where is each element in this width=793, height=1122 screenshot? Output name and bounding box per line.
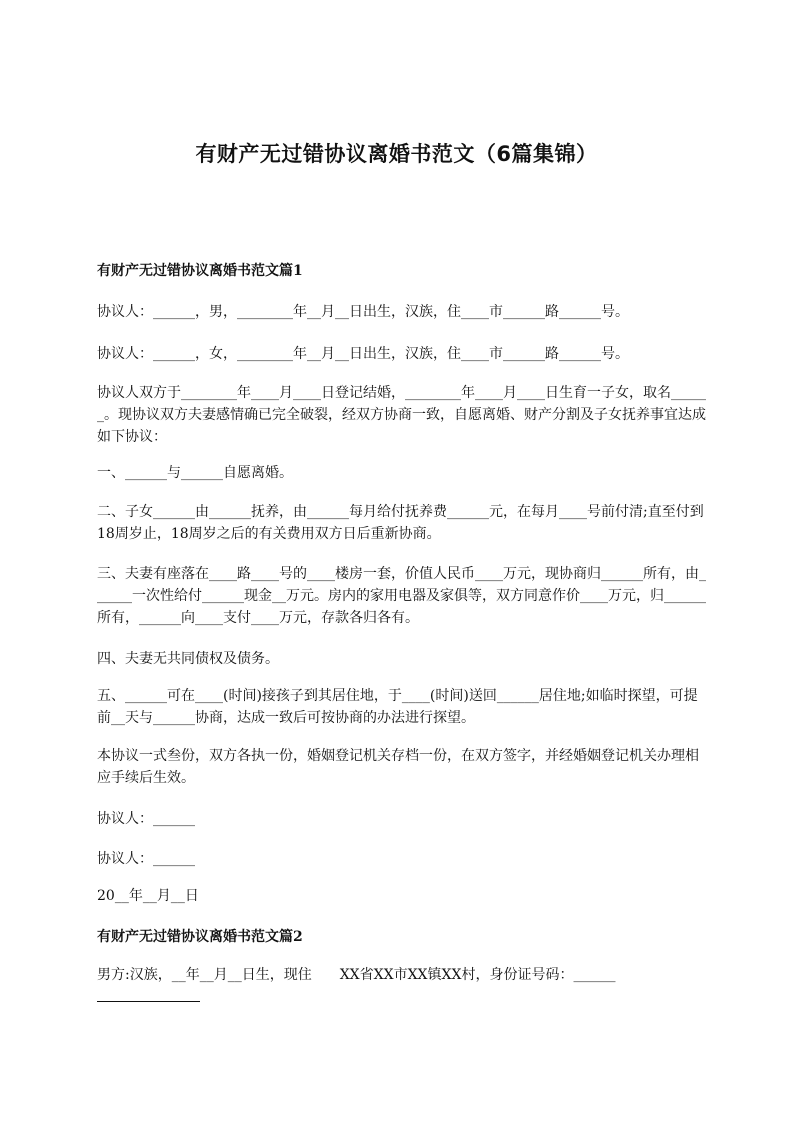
section-1-paragraph-3: 协议人双方于________年____月____日登记结婚，________年____月____日生育一子女，取名______。现协议双方夫妻感情确已完全破裂，经双方协商一致，自愿离婚、财产分割及子女抚养事宜达成如下协议： — [97, 385, 706, 445]
section-2-heading: 有财产无过错协议离婚书范文篇2 — [97, 929, 303, 945]
section-1-paragraph-4: 一、______与______自愿离婚。 — [97, 465, 293, 481]
underline-continuation — [97, 1001, 200, 1002]
date-line: 20__年__月__日 — [97, 888, 199, 904]
section-1-paragraph-8: 五、______可在____(时间)接孩子到其居住地，于____(时间)送回______居住地;如临时探望，可提前__天与______协商，达成一致后可按协商的办法进行探望。 — [97, 688, 698, 726]
signature-line-2: 协议人：______ — [97, 851, 195, 867]
section-1-paragraph-2: 协议人：______，女，________年__月__日出生，汉族，住____市______路______号。 — [97, 346, 629, 362]
section-1-paragraph-6: 三、夫妻有座落在____路____号的____楼房一套，价值人民币____万元，现协商归______所有，由______一次性给付______现金__万元。房内的家用电器及家俱等，双方同意作价____万元，归______所有，______向____支付____万元，存款各归各有。 — [97, 566, 706, 626]
document-title: 有财产无过错协议离婚书范文（6篇集锦） — [195, 142, 598, 166]
section-2-paragraph-1: 男方:汉族，__年__月__日生，现住 XX省XX市XX镇XX村，身份证号码：______ — [97, 967, 616, 983]
section-1-paragraph-1: 协议人：______，男，________年__月__日出生，汉族，住____市______路______号。 — [97, 304, 629, 320]
section-1-paragraph-9: 本协议一式叁份，双方各执一份，婚姻登记机关存档一份，在双方签字，并经婚姻登记机关办理相应手续后生效。 — [97, 748, 699, 786]
section-1-heading: 有财产无过错协议离婚书范文篇1 — [97, 263, 303, 279]
section-1-paragraph-7: 四、夫妻无共同债权及债务。 — [97, 651, 279, 667]
signature-line-1: 协议人：______ — [97, 811, 195, 827]
section-1-paragraph-5: 二、子女______由______抚养，由______每月给付抚养费______元，在每月____号前付清;直至付到18周岁止，18周岁之后的有关费用双方日后重新协商。 — [97, 504, 704, 542]
